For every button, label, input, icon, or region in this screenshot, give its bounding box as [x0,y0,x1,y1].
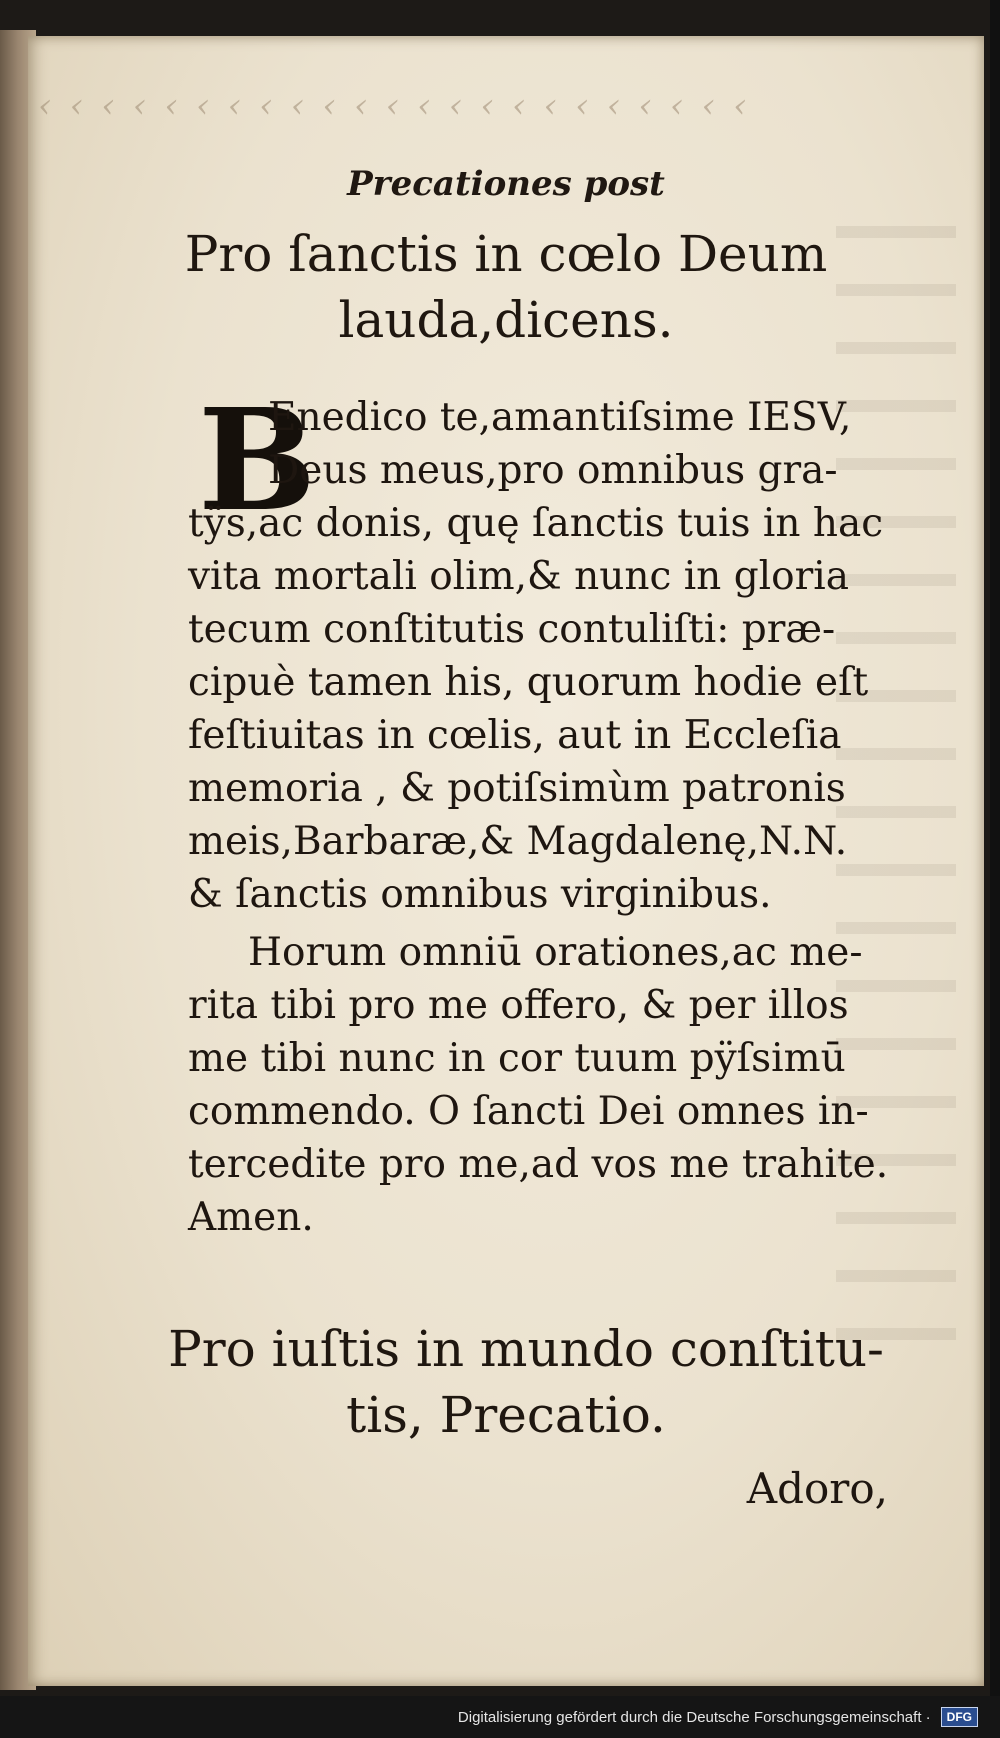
running-head: Precationes post [347,164,665,204]
heading-2-line-1: Pro iuſtis in mundo conſtitu- [168,1320,884,1378]
show-through-shadow [836,186,956,1386]
paragraph-1-line: meis,Barbaræ,& Magdalenę,N.N. [188,819,848,864]
section-heading-1 [28,221,984,353]
book-page [28,36,984,1686]
dfg-logo: DFG [941,1707,978,1727]
digitization-footer [0,1696,1000,1738]
paragraph-2-line: Amen. [188,1195,314,1240]
paragraph-2-line: rita tibi pro me offero, & per illos [188,983,849,1028]
paragraph-1-line: & ſanctis omnibus virginibus. [188,872,772,917]
section-heading-2 [28,1316,984,1448]
paragraph-2-line: me tibi nunc in cor tuum pÿſsimū [188,1036,846,1081]
drop-capital: B [198,379,317,543]
catchword: Adoro, [746,1464,888,1513]
paragraph-1-line: memoria , & potiſsimùm patronis [188,766,846,811]
paragraph-1-line: tÿs,ac donis, quę ſanctis tuis in hac [188,501,884,546]
funding-credit: Digitalisierung gefördert durch die Deutsche Forschungsgemeinschaft · [457,1708,931,1726]
paragraph-1-line: Deus meus,pro omnibus gra- [268,448,838,493]
heading-1-line-1: Pro ſanctis in cœlo Deum [184,225,828,283]
paragraph-1-line: feſtiuitas in cœlis, aut in Eccleſia [188,713,842,758]
heading-1-line-2: lauda,dicens. [338,291,674,349]
paragraph-1-line: vita mortali olim,& nunc in gloria [188,554,849,599]
paragraph-2-line: tercedite pro me,ad vos me trahite. [188,1142,889,1187]
book-board-edge [990,0,1000,1738]
paragraph-2-line: Horum omniū orationes,ac me- [248,930,863,975]
paragraph-1-line: cipuè tamen his, quorum hodie eſt [188,660,869,705]
paragraph-1-line: tecum conſtitutis contuliſti: præ- [188,607,836,652]
paragraph-2-line: commendo. O ſancti Dei omnes in- [188,1089,869,1134]
heading-2-line-2: tis, Precatio. [346,1386,666,1444]
page-edge-decoration: ‹‹‹‹‹‹‹‹‹‹‹‹‹‹‹‹‹‹‹‹‹‹‹ [38,86,765,126]
paragraph-1-line: Enedico te,amantiſsime IESV, [268,395,852,440]
